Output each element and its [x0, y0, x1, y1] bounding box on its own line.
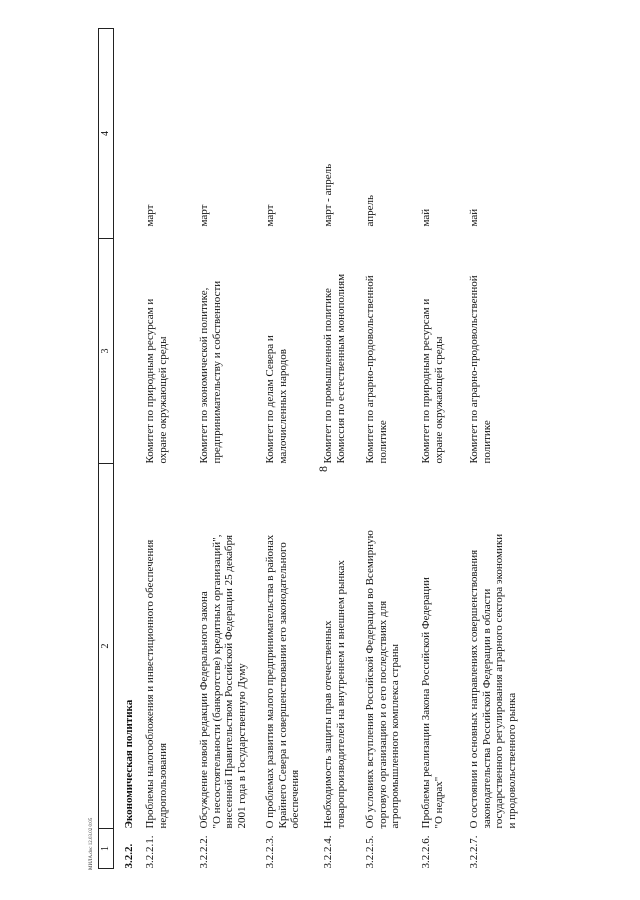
topic-line: Проблемы реализации Закона Российской Федерации [420, 577, 432, 829]
topic-line: Необходимость защиты прав отечественных [322, 620, 334, 829]
committee-line: малочисленных народов [276, 349, 289, 464]
row-number: 3.2.2.1. [144, 835, 156, 869]
row-committee [364, 239, 420, 464]
topic-line: Обсуждение новой редакции Федерального закона [198, 591, 210, 829]
section-number: 3.2.2. [122, 843, 135, 869]
row-term: май [420, 208, 432, 227]
row-term: март [264, 204, 276, 227]
topic-line: Проблемы налогообложения и инвестиционного обеспечения [144, 539, 156, 829]
topic-line: торговую организацию и о его последствиях для [376, 600, 389, 829]
row-committee [468, 239, 532, 464]
table-row [468, 29, 532, 869]
committee-line: Комитет по промышленной политике [322, 288, 334, 464]
row-committee [198, 239, 264, 464]
row-committee [144, 239, 198, 464]
topic-line: О проблемах развития малого предпринимательства в районах [264, 534, 276, 829]
topic-line: и продовольственного рынка [505, 692, 518, 829]
row-topic [364, 464, 420, 829]
topic-line: "О несостоятельности (банкротстве) кредитных организаций", [210, 534, 223, 829]
column-header: 3 [99, 239, 114, 464]
row-topic [264, 464, 322, 829]
committee-line: Комитет по природным ресурсам и [420, 298, 432, 464]
footer-code: МИЛА.doc 12.03.02 0:05 [89, 817, 94, 870]
topic-line: законодательства Российской Федерации в области [480, 588, 493, 829]
row-number: 3.2.2.2. [198, 835, 210, 869]
committee-line: Комиссия по естественным монополиям [334, 273, 347, 464]
row-committee [322, 239, 364, 464]
row-term: март [198, 204, 210, 227]
table-row [198, 29, 264, 869]
row-topic [198, 464, 264, 829]
committee-line: политике [480, 420, 493, 464]
column-header: 2 [99, 464, 114, 829]
committee-line: Комитет по аграрно-продовольственной [468, 275, 480, 464]
page-number: 8 [316, 466, 330, 472]
table-row [420, 29, 468, 869]
rotated-table-container [98, 29, 558, 869]
table-header-row [99, 29, 114, 869]
table-row [264, 29, 322, 869]
row-number: 3.2.2.7. [468, 835, 480, 869]
row-committee [420, 239, 468, 464]
committee-line: предпринимательству и собственности [210, 280, 223, 464]
topic-line: недропользования [156, 742, 169, 829]
topic-line: товаропроизводителей на внутреннем и внешнем рынках [334, 560, 347, 829]
topic-line: Крайнего Севера и совершенствовании его законодательного [276, 542, 289, 829]
topic-line: О состоянии и основных направлениях совершенствования [468, 549, 480, 829]
topic-line: "О недрах" [432, 776, 445, 829]
committee-line: Комитет по экономической политике, [198, 287, 210, 464]
row-number: 3.2.2.4. [322, 835, 334, 869]
topic-line: государственного регулирования аграрного сектора экономики [493, 533, 505, 829]
committee-line: охране окружающей среды [432, 336, 445, 464]
section-row [114, 29, 145, 869]
row-number: 3.2.2.6. [420, 835, 432, 869]
committee-line: политике [376, 420, 389, 464]
row-topic [144, 464, 198, 829]
topic-line: агропромышленного комплекса страны [389, 643, 401, 829]
plan-table [98, 28, 532, 869]
committee-line: Комитет по делам Севера и [264, 335, 276, 464]
row-number: 3.2.2.3. [264, 835, 276, 869]
row-topic [420, 464, 468, 829]
topic-line: внесенной Правительством Российской Федерации 25 декабря [223, 534, 235, 829]
topic-line: 2001 года в Государственную Думу [235, 663, 248, 829]
row-topic [322, 464, 364, 829]
row-number: 3.2.2.5. [364, 835, 376, 869]
table-row [322, 29, 364, 869]
table-row [144, 29, 198, 869]
committee-line: Комитет по аграрно-продовольственной [364, 275, 376, 464]
row-term: апрель [364, 194, 376, 227]
row-term: март - апрель [322, 163, 334, 227]
committee-line: охране окружающей среды [156, 336, 169, 464]
committee-line: Комитет по природным ресурсам и [144, 298, 156, 464]
column-header: 4 [99, 29, 114, 239]
row-term: март [144, 204, 156, 227]
table-row [364, 29, 420, 869]
table-body [114, 29, 533, 869]
topic-line: обеспечения [289, 769, 301, 829]
row-topic [468, 464, 532, 829]
row-committee [264, 239, 322, 464]
row-term: май [468, 208, 480, 227]
topic-line: Об условиях вступления Российской Федерации во Всемирную [364, 530, 376, 829]
column-header: 1 [99, 829, 114, 869]
section-title: Экономическая политика [122, 699, 135, 829]
